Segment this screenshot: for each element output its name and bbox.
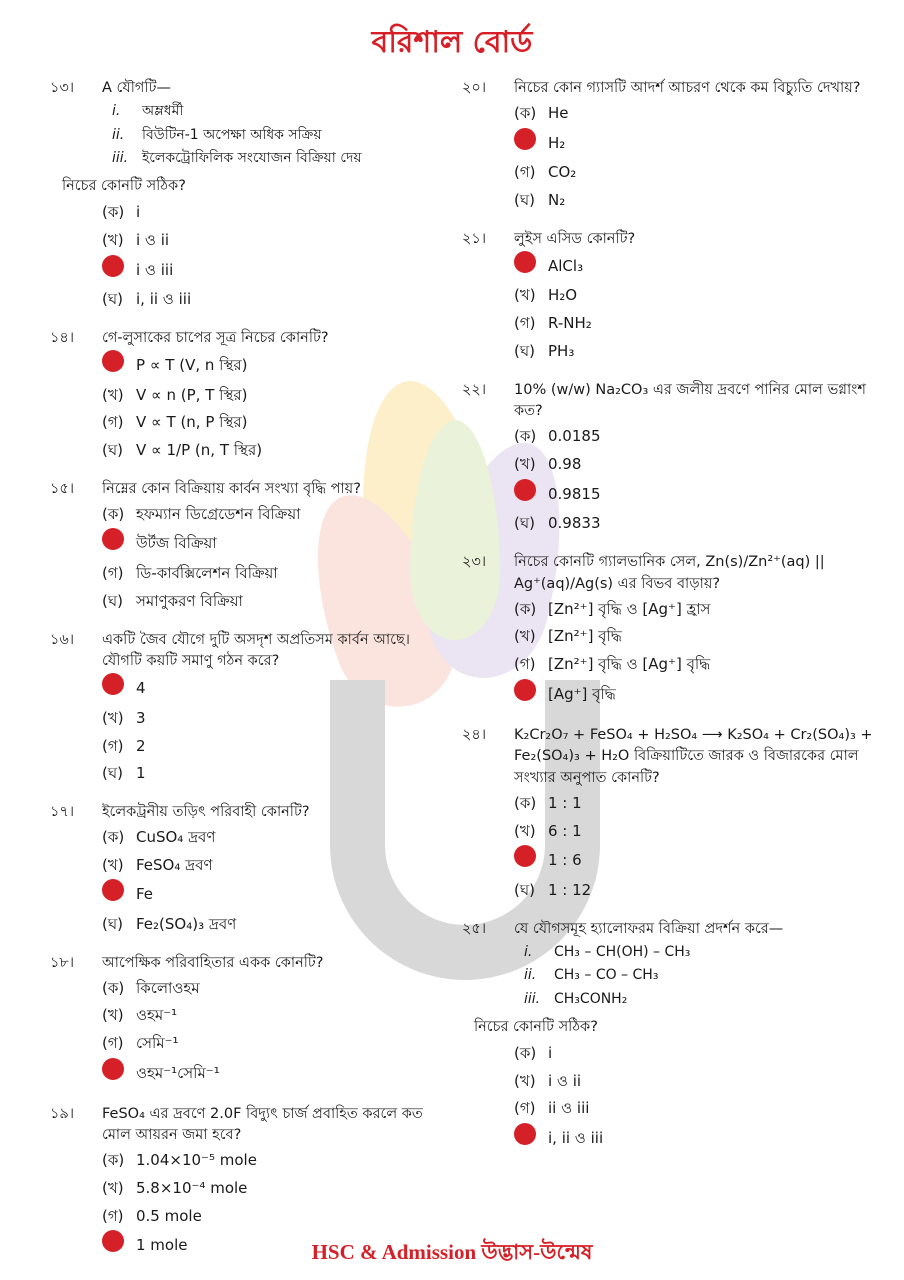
option-text: H₂O [548,286,578,305]
option-label: (ক) [514,793,537,812]
question-number: ১৩। [50,80,75,96]
question-header [50,479,450,501]
option-item[interactable] [514,1095,882,1123]
option-label: (খ) [514,821,536,840]
question-q13 [50,78,450,314]
option-list [102,350,450,465]
question-q18 [50,953,450,1090]
option-text: 1.04×10⁻⁵ mole [136,1151,257,1170]
option-text: CO₂ [548,163,577,182]
question-text: 10% (w/w) Na₂CO₃ এর জলীয় দ্রবণে পানির মোল ভগ্নাংশ কত? [514,381,866,420]
option-label: (ক) [514,103,537,122]
question-text: K₂Cr₂O₇ + FeSO₄ + H₂SO₄ ⟶ K₂SO₄ + Cr₂(SO₄)₃ + Fe₂(SO₄)₃ + H₂O বিক্রিয়াটিতে জারক ও বিজারকের মোল সংখ্যার অনুপাত কোনটি? [514,726,873,786]
option-label: (ঘ) [514,514,535,533]
option-label [102,350,136,382]
correct-answer-marker-icon [514,1123,536,1145]
option-text: He [548,103,569,122]
option-text: 1 : 12 [548,881,592,899]
option-label: (গ) [102,736,124,755]
option-list [102,824,450,939]
option-label: (গ) [514,314,536,332]
option-item[interactable] [102,199,450,227]
option-text: FeSO₄ দ্রবণ [136,855,213,874]
option-item[interactable] [102,975,450,1003]
option-item[interactable] [514,282,882,310]
correct-answer-marker-icon [514,479,536,501]
option-text: 0.0185 [548,427,601,445]
option-item[interactable] [102,286,450,314]
option-item[interactable] [514,877,882,905]
option-item[interactable] [514,451,882,479]
statement-label: ii. [524,967,537,984]
option-label: (ক) [102,203,125,222]
option-label [102,528,136,560]
option-item[interactable] [102,852,450,880]
option-item[interactable] [102,409,450,437]
footer-brand: HSC & Admission উদ্ভাস-উন্মেষ [311,1240,593,1264]
option-item[interactable] [514,128,882,160]
option-item[interactable] [514,187,882,215]
question-number: ২০। [462,80,487,96]
statement-text: অম্লধর্মী [142,102,184,119]
correct-answer-marker-icon [102,350,124,372]
option-item[interactable] [102,1002,450,1030]
option-text: i ও ii [548,1071,582,1090]
option-text: [Zn²⁺] বৃদ্ধি ও [Ag⁺] বৃদ্ধি [548,655,711,673]
option-text: V ∝ 1/P (n, T স্থির) [136,441,263,460]
question-header [462,552,882,596]
option-text: ওহম⁻¹সেমি⁻¹ [136,1063,220,1082]
option-text: V ∝ n (P, T স্থির) [136,385,248,404]
option-text: হফম্যান ডিগ্রেডেশন বিক্রিয়া [136,504,301,523]
option-label: (গ) [102,413,124,432]
question-q14 [50,328,450,465]
option-item[interactable] [102,1147,450,1175]
question-q21 [462,229,882,366]
option-item[interactable] [514,651,882,679]
statement-text: CH₃CONH₂ [554,991,628,1008]
option-label: (ক) [514,1043,537,1062]
statement-item [524,988,882,1012]
option-item[interactable] [514,596,882,624]
option-item[interactable] [514,479,882,511]
option-item[interactable] [102,560,450,588]
option-label [102,1058,136,1090]
option-item[interactable] [102,1058,450,1090]
option-text: PH₃ [548,341,575,360]
option-label: (খ) [514,1071,536,1090]
option-item[interactable] [514,818,882,846]
option-label: (খ) [102,1178,124,1197]
question-number: ১৫। [50,480,75,497]
question-header [50,1104,450,1148]
option-item[interactable] [514,845,882,877]
statement-item [112,124,450,148]
option-label: (খ) [514,286,536,305]
question-number: ১৪। [50,330,75,347]
option-text: 1 mole [136,1236,188,1255]
option-label: (খ) [514,627,536,646]
question-header [462,725,882,790]
statement-text: CH₃ – CH(OH) – CH₃ [554,943,691,960]
option-label: (খ) [102,1006,124,1025]
option-text: V ∝ T (n, P স্থির) [136,413,248,432]
option-label [514,251,548,283]
option-text: i [136,203,141,222]
option-list [514,596,882,711]
question-number: ১৯। [50,1105,75,1122]
option-list [514,423,882,538]
option-label: (গ) [102,1206,124,1225]
question-q23 [462,552,882,711]
question-header [462,380,882,424]
option-text: R-NH₂ [548,314,592,332]
statement-label: ii. [112,126,125,143]
statement-item [112,147,450,171]
option-text: সমাণুকরণ বিক্রিয়া [136,591,243,610]
option-item[interactable] [102,501,450,529]
option-label [514,679,548,711]
option-item[interactable] [514,310,882,338]
option-text: Fe₂(SO₄)₃ দ্রবণ [136,915,237,934]
option-item[interactable] [102,255,450,287]
option-label [102,255,136,287]
statement-label: i. [524,943,533,960]
option-item[interactable] [514,100,882,128]
question-number: ২৪। [462,726,487,743]
option-item[interactable] [102,911,450,939]
option-label: (ক) [514,599,537,618]
option-item[interactable] [514,679,882,711]
option-text: i [548,1043,553,1062]
option-item[interactable] [102,824,450,852]
question-text: ইলেকট্রনীয় তড়িৎ পরিবাহী কোনটি? [102,804,310,821]
option-text: ডি-কার্বক্সিলেশন বিক্রিয়া [136,564,278,583]
option-text: 1 : 1 [548,793,582,812]
option-text: [Ag⁺] বৃদ্ধি [548,684,616,703]
option-list [102,501,450,616]
statement-item [524,941,882,965]
correct-answer-marker-icon [514,251,536,273]
option-item[interactable] [102,227,450,255]
option-label: (ক) [102,827,125,846]
option-text: i, ii ও iii [548,1129,604,1148]
question-number: ১৬। [50,631,75,648]
statement-text: ইলেকট্রোফিলিক সংযোজন বিক্রিয়া দেয় [142,150,362,167]
question-q16 [50,630,450,789]
question-text: গে-লুসাকের চাপের সূত্র নিচের কোনটি? [102,330,329,347]
statement-item [112,100,450,124]
option-text: 3 [136,708,146,727]
option-item[interactable] [102,1175,450,1203]
question-number: ২২। [462,381,487,398]
option-list [102,199,450,314]
question-header [50,328,450,350]
option-text: i ও ii [136,230,170,249]
question-text: A যৌগটি— [102,80,171,96]
option-label: (ঘ) [514,191,535,209]
right-column [462,78,882,1169]
option-item[interactable] [514,251,882,283]
option-text: সেমি⁻¹ [136,1034,179,1053]
option-label: (ঘ) [514,881,535,899]
option-item[interactable] [514,1040,882,1068]
question-q25 [462,919,882,1155]
option-item[interactable] [102,760,450,788]
option-label: (গ) [514,163,536,182]
question-number: ২১। [462,230,487,247]
option-item[interactable] [102,437,450,465]
question-header [50,953,450,975]
option-item[interactable] [514,159,882,187]
question-number: ১৭। [50,804,75,821]
option-list [514,100,882,215]
option-label [514,1123,548,1155]
statement-label: i. [112,102,121,119]
option-text: 0.98 [548,454,582,473]
option-text: CuSO₄ দ্রবণ [136,827,216,846]
option-list [102,975,450,1090]
option-list [514,251,882,366]
option-item[interactable] [514,790,882,818]
option-item[interactable] [102,673,450,705]
statement-text: CH₃ – CO – CH₃ [554,967,659,984]
question-header [50,78,450,100]
option-text: 2 [136,736,146,755]
question-number: ২৩। [462,554,487,570]
option-item[interactable] [102,1203,450,1231]
option-text: H₂ [548,133,566,152]
option-label [102,879,136,911]
option-item[interactable] [514,338,882,366]
question-q20 [462,78,882,215]
option-text: ii ও iii [548,1099,590,1118]
question-q24 [462,725,882,905]
option-text: i, ii ও iii [136,290,192,309]
option-label: (ঘ) [514,341,535,360]
option-label: (ক) [102,978,125,997]
option-text: 6 : 1 [548,821,582,840]
option-label: (গ) [514,655,536,673]
option-text: P ∝ T (V, n স্থির) [136,355,248,374]
option-label [514,128,548,160]
option-item[interactable] [514,423,882,451]
option-text: [Zn²⁺] বৃদ্ধি ও [Ag⁺] হ্রাস [548,599,711,618]
option-item[interactable] [102,528,450,560]
question-text: নিচের কোনটি গ্যালভানিক সেল, Zn(s)/Zn²⁺(aq) || Ag⁺(aq)/Ag(s) এর বিভব বাড়ায়? [514,554,825,592]
question-text: নিম্নের কোন বিক্রিয়ায় কার্বন সংখ্যা বৃদ্ধি পায়? [102,480,361,497]
option-label: (ক) [102,504,125,523]
option-item[interactable] [514,1123,882,1155]
option-label: (ঘ) [102,591,123,610]
question-q17 [50,802,450,939]
option-label: (খ) [102,855,124,874]
option-text: ওহম⁻¹ [136,1006,178,1025]
question-text: নিচের কোন গ্যাসটি আদর্শ আচরণ থেকে কম বিচ্যুতি দেখায়? [514,80,861,96]
option-item[interactable] [102,1030,450,1058]
option-item[interactable] [102,705,450,733]
statement-list [524,941,882,1012]
question-number: ২৫। [462,920,487,937]
question-header [462,919,882,941]
option-label: (খ) [514,454,536,473]
option-label: (ঘ) [102,441,123,460]
option-label [102,673,136,705]
correct-answer-marker-icon [514,679,536,701]
question-prompt: নিচের কোনটি সঠিক? [474,1018,598,1035]
correct-answer-marker-icon [102,255,124,277]
question-q15 [50,479,450,616]
option-text: 1 [136,764,146,783]
statement-list [112,100,450,171]
option-text: 0.9815 [548,484,601,503]
statement-text: বিউটিন-1 অপেক্ষা অধিক সক্রিয় [142,126,322,143]
option-list [514,1040,882,1155]
option-label: (গ) [102,1034,124,1053]
correct-answer-marker-icon [102,673,124,695]
option-text: 0.5 mole [136,1206,202,1225]
question-header [50,802,450,824]
question-prompt: নিচের কোনটি সঠিক? [62,178,186,195]
option-list [514,790,882,905]
option-label: (খ) [102,230,124,249]
option-label: (গ) [514,1099,536,1118]
option-item[interactable] [102,350,450,382]
correct-answer-marker-icon [102,879,124,901]
page-title: বরিশাল বোর্ড [371,25,533,60]
option-text: কিলোওহম [136,978,200,997]
left-column [50,78,450,1276]
option-text: 1 : 6 [548,851,582,870]
option-label: (খ) [102,385,124,404]
option-item[interactable] [102,588,450,616]
option-item[interactable] [514,510,882,538]
question-header [50,630,450,674]
option-text: 5.8×10⁻⁴ mole [136,1178,248,1197]
option-text: N₂ [548,191,566,209]
option-item[interactable] [102,382,450,410]
option-label: (খ) [102,708,124,727]
question-header [462,78,882,100]
option-text: উর্টজ বিক্রিয়া [136,534,217,553]
option-item[interactable] [514,623,882,651]
option-label: (ক) [102,1151,125,1170]
option-text: 0.9833 [548,514,601,533]
statement-label: iii. [112,150,129,167]
question-text: FeSO₄ এর দ্রবণে 2.0F বিদ্যুৎ চার্জ প্রবাহিত করলে কত মোল আয়রন জমা হবে? [102,1105,423,1144]
option-label: (ঘ) [102,290,123,309]
question-text: লুইস এসিড কোনটি? [514,230,636,247]
option-text: Fe [136,885,154,904]
question-text: আপেক্ষিক পরিবাহিতার একক কোনটি? [102,954,324,971]
statement-label: iii. [524,991,541,1008]
option-text: 4 [136,679,146,698]
option-text: i ও iii [136,260,174,279]
question-q22 [462,380,882,539]
question-header [462,229,882,251]
question-text: যে যৌগসমূহ হ্যালোফরম বিক্রিয়া প্রদর্শন করে— [514,920,784,937]
option-text: AlCl₃ [548,256,584,275]
correct-answer-marker-icon [514,845,536,867]
option-item[interactable] [102,733,450,761]
option-item[interactable] [102,879,450,911]
option-label: (ক) [514,427,537,445]
option-label [514,845,548,877]
option-item[interactable] [514,1068,882,1096]
correct-answer-marker-icon [102,1058,124,1080]
option-label: (ঘ) [102,915,123,934]
option-label: (গ) [102,564,124,583]
statement-item [524,964,882,988]
correct-answer-marker-icon [102,528,124,550]
option-label: (ঘ) [102,764,123,783]
option-list [102,673,450,788]
option-label [514,479,548,511]
option-text: [Zn²⁺] বৃদ্ধি [548,627,622,646]
correct-answer-marker-icon [514,128,536,150]
question-text: একটি জৈব যৌগে দুটি অসদৃশ অপ্রতিসম কার্বন আছে। যৌগটি কয়টি সমাণু গঠন করে? [102,631,410,670]
question-number: ১৮। [50,954,75,971]
